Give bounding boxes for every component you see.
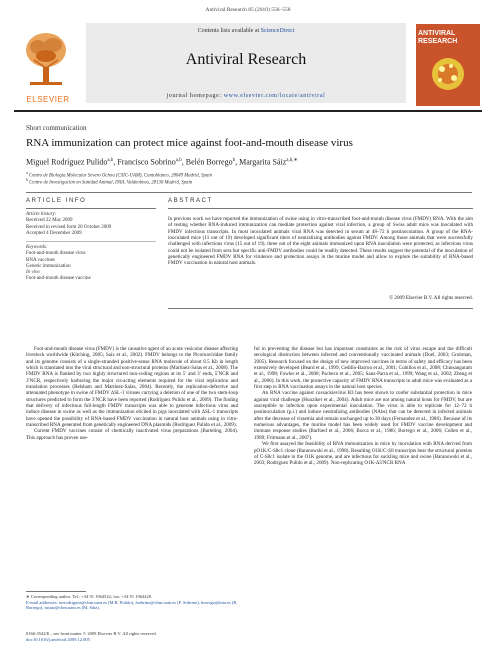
author-affiliation-marker[interactable]: a,b <box>175 158 182 163</box>
issn-line: 0166-3542/$ – see front matter © 2009 Elsevier B.V. All rights reserved. <box>26 631 157 636</box>
corresponding-author-footnote <box>26 594 238 611</box>
history-item: Received in revised form 20 October 2009 <box>26 224 112 230</box>
body-paragraph: Foot-and-mouth disease virus (FMDV) is the causative agent of an acute vesicular disease affecting livestock worldwide (Kitching, 2005; Saiz et al., 2002). FMDV belongs to the Picornaviridae family and its genome consists of a single-stranded positive-sense RNA molecule of about 8.5 Kb in length which is translated into the viral structural and non-structural proteins (Martínez-Salas et al., 2008). The FMDV RNA is flanked by two highly structured non-coding regions at its 5′ and 3′ ends, 5′NCR and 3′NCR, respectively harboring the major cis-acting elements required for the viral replication and translation processes (Belsham and Martínez-Salas, 2004). Recently, the replication-defective and attenuated phenotype in swine of FMDV ΔSL-1 viruses carrying a deletion of one of the two stem-loop structures predicted to form the 3′NCR have been reported (Rodríguez Pulido et al., 2009). The finding that delivery of infectious full-length FMDV transcripts was able to generate infectious virus and induce disease in swine as well as the immunization elicited in pigs inoculated with ΔSL-1 transcripts have opened the possibility of RNA-based FMDV vaccination in natural host animals using in vitro-transcribed RNA generated from genetically engineered DNA plasmids (Rodríguez Pulido et al., 2009). <box>26 346 238 429</box>
affiliation-marker: b <box>26 178 28 182</box>
section-rule <box>26 192 472 193</box>
article-history <box>26 212 156 237</box>
journal-citation: Antiviral Research 85 (2010) 556–558 <box>205 7 291 13</box>
journal-title: Antiviral Research <box>185 51 307 68</box>
abstract-text: In previous work we have reported the immunization of swine using in vitro-transcribed foot-and-mouth disease virus (FMDV) RNA. With the aim of testing whether RNA-induced immunization can mediate protection against viral infection, a group of Swiss adult mice was inoculated with FMDV infectious transcripts. In most inoculated animals viral RNA was detected in serum at 48–72 h postinoculation. A group of the RNA-inoculated mice (11 out of 19) developed significant titers of neutralizing antibodies against FMDV. Among those animals that were successfully challenged with infectious virus (15 out of 19), three out of the eight animals immunized upon RNA inoculation were protected, as infectious virus could not be isolated from sera but specific anti-FMDV antibodies could be readily detected. These results suggest the potential of the inoculation of genetically engineered FMDV RNA for virulence and protection assays in the murine model and allow to explore the suitability of RNA-based FMDV vaccination in natural host animals. <box>168 216 473 267</box>
abstract-bottom-rule <box>168 308 473 309</box>
article-info-heading: ARTICLE INFO <box>26 198 87 204</box>
author-affiliation-marker[interactable]: a,b,∗ <box>286 158 298 163</box>
homepage-link[interactable]: www.elsevier.com/locate/antiviral <box>223 93 326 99</box>
doi-link[interactable]: doi:10.1016/j.antiviral.2009.12.005 <box>26 636 90 642</box>
article-type: Short communication <box>26 124 87 132</box>
author-name[interactable]: Miguel Rodríguez Pulido <box>26 157 108 167</box>
body-column-left <box>26 346 238 441</box>
info-rule <box>26 208 156 209</box>
author-list: Miguel Rodríguez Pulido$^{a,b}$, Francisco Sobrino$^{a,b}$, Belén Borrego$^b$, Margarita Sáiz$^{a,b,∗}$ <box>26 157 298 167</box>
affiliation-text: Centro de Investigación en Sanidad Animal, INIA, Valdeolmos, 28130 Madrid, Spain <box>29 180 193 186</box>
keyword: RNA vaccines <box>26 257 55 263</box>
history-item: Accepted 4 December 2009 <box>26 230 82 236</box>
author-affiliation-marker[interactable]: a,b <box>107 158 114 163</box>
footnote-rule <box>26 591 86 592</box>
keyword: Foot-and-mouth disease virus <box>26 251 86 257</box>
contents-prefix: Contents lists available at <box>197 28 261 34</box>
affiliation <box>26 178 192 186</box>
author-name[interactable]: Belén Borrego <box>185 157 233 167</box>
contents-line <box>86 28 406 34</box>
keyword: In vivo <box>26 270 40 276</box>
author-name[interactable]: Francisco Sobrino <box>117 157 176 167</box>
elsevier-tree-icon <box>22 30 70 86</box>
keywords-label: Keywords: <box>26 245 48 250</box>
body-paragraph: ful in preventing the disease but has important constraints as the risk of virus escape and the difficult serological distinction between infected and conventionally vaccinated animals (Doel, 2003; Grubman, 2005). Research focused on the design of new improved vaccines in terms of safety and efficacy has been extensively developed (Beard et al., 1999; Cedillo-Barron et al., 2001; Cubillos et al., 2008; Chinsangaram et al., 1998; Fowler et al., 2008; Pacheco et al., 2005; Sanz-Parra et al., 1999; Wang et al., 2002; Zheng et al., 2006). In this work, the protective capacity of FMDV RNA transcripts in adult mice was evaluated as a first step to RNA vaccination assays in the natural host species. <box>254 346 472 391</box>
author-name[interactable]: Margarita Sáiz <box>239 157 287 167</box>
elsevier-logo[interactable] <box>14 26 80 106</box>
keywords <box>26 245 156 283</box>
abstract-rule <box>168 208 473 209</box>
homepage-prefix: journal homepage: <box>166 93 224 99</box>
keyword: Foot-and-mouth disease vaccine <box>26 276 91 282</box>
cover-title: ANTIVIRAL RESEARCH <box>418 30 458 45</box>
body-paragraph: We first assayed the feasibility of RNA immunization in mice by inoculation with RNA derived from pO1K/C-S8c1 clone (Baranowski et al., 1998). Resulting O1K/C-S8 transcripts bear the structural proteins of C-S8c1 isolate in the O1K genome, and are infectious for suckling mice and swine (Baranowski et al., 2003; Rodríguez Pulido et al., 2009). Non-replicating O1K-Δ3′NCR RNA <box>254 441 472 467</box>
author-affiliation-marker[interactable]: b <box>232 158 236 163</box>
keyword: Genetic immunization <box>26 263 71 269</box>
abstract-heading: ABSTRACT <box>168 198 213 204</box>
info-divider <box>26 241 156 242</box>
journal-homepage <box>86 93 406 99</box>
email-addresses[interactable]: E-mail addresses: mrrodriguez@cbm.uam.es (M.R. Pulido), fsobrino@cbm.uam.es (F. Sobrino), borrego@inia.es (B. Borrego), msaiz@cbm.uam.es (M. Sáiz). <box>26 599 238 611</box>
front-matter-info <box>26 631 238 642</box>
header-rule <box>14 110 482 112</box>
history-label: Article history: <box>26 212 57 217</box>
sciencedirect-link[interactable]: ScienceDirect <box>260 28 295 34</box>
corresponding-author: ∗ Corresponding author. Tel.: +34 91 1964522; fax: +34 91 1964420. <box>26 594 153 599</box>
body-paragraph: Current FMDV vaccines consist of chemically inactivated virus preparations (Barteling, 2004). This approach has proven use- <box>26 428 238 441</box>
virus-illustration-icon <box>424 50 472 98</box>
body-paragraph: An RNA vaccine against coxsackievirus B3 has been shown to confer substantial protection in mice against viral challenge (Hunziker et al., 2004). Adult mice are not among natural hosts for FMDV, but are susceptible to infection upon experimental inoculation. The virus is able to replicate for 12–72 h postinoculation (p.i.) and induce neutralizing antibodies (NAbs) that can be detected in infected animals after the decrease of viraemia and remain unchanged up to 30 days (Fernandez et al., 1986). Because of its numerous advantages, the murine model has been widely used for FMDV vaccine development and immune response studies (Barfoed et al., 2006; Borca et al., 1986; Borrego et al., 2006; Collen et al., 1989; Fritmann et al., 2007). <box>254 390 472 441</box>
article-title: RNA immunization can protect mice against foot-and-mouth disease virus <box>26 137 353 149</box>
affiliation-text: Centro de Biología Molecular Severo Ochoa (CSIC-UAM), Cantoblanco, 28049 Madrid, Spain <box>28 173 212 179</box>
history-item: Received 22 May 2009 <box>26 218 73 224</box>
publisher-name: ELSEVIER <box>26 95 70 104</box>
affiliation-marker: a <box>26 171 28 175</box>
abstract-copyright: © 2009 Elsevier B.V. All rights reserved. <box>389 295 473 301</box>
body-column-right <box>254 346 472 467</box>
